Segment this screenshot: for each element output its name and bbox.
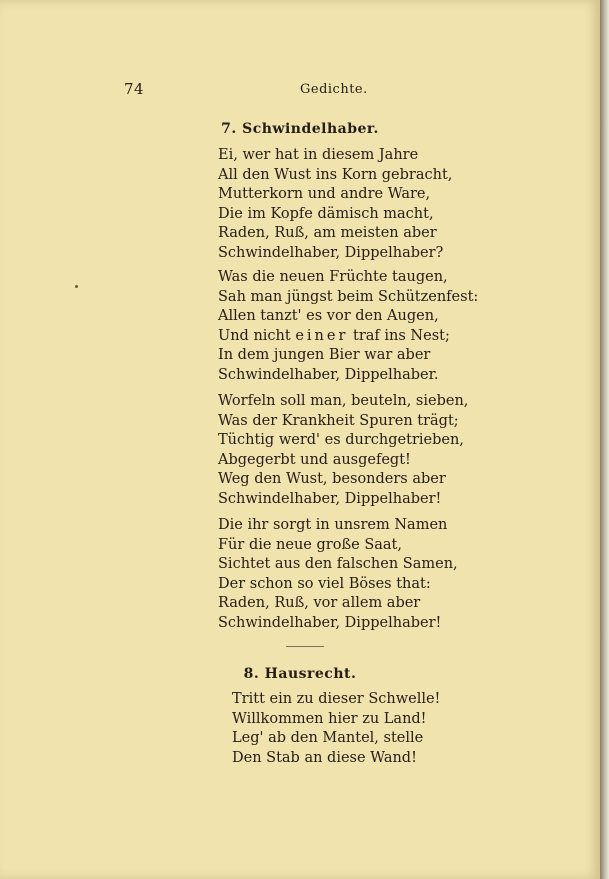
poem-title: 7. Schwindelhaber. [221, 121, 379, 137]
verse-line: In dem jungen Bier war aber [218, 347, 431, 363]
verse-line: Sah man jüngst beim Schützenfest: [218, 288, 479, 305]
verse-line: Schwindelhaber, Dippelhaber. [218, 366, 439, 383]
verse-line: Willkommen hier zu Land! [232, 710, 427, 727]
stanza [218, 146, 452, 263]
verse-line: Für die neue große Saat, [218, 536, 402, 553]
poem-title: 8. Hausrecht. [243, 666, 357, 682]
verse-line: Was die neuen Früchte taugen, [218, 269, 448, 285]
verse-line: Die im Kopfe dämisch macht, [218, 205, 434, 222]
verse-line: Worfeln soll man, beuteln, sieben, [218, 393, 469, 409]
verse-line: All den Wust ins Korn gebracht, [218, 166, 453, 183]
verse-line: Raden, Ruß, vor allem aber [218, 595, 421, 611]
verse-line: Leg' ab den Mantel, stelle [232, 730, 424, 746]
verse-line: Schwindelhaber, Dippelhaber! [218, 490, 442, 507]
verse-line: Tritt ein zu dieser Schwelle! [232, 691, 441, 707]
page-edge [600, 0, 609, 879]
verse-line: Weg den Wust, besonders aber [218, 471, 446, 487]
page-number: 74 [124, 80, 145, 98]
verse-line: Was der Krankheit Spuren trägt; [218, 412, 459, 429]
verse-line: Schwindelhaber, Dippelhaber! [218, 614, 442, 631]
verse-line: Der schon so viel Böses that: [218, 575, 431, 592]
stanza [218, 392, 468, 509]
verse-line: Raden, Ruß, am meisten aber [218, 225, 437, 241]
verse-line: Und nicht einer traf ins Nest; [218, 327, 450, 344]
section-divider [286, 646, 324, 647]
verse-line: Den Stab an diese Wand! [232, 749, 417, 766]
verse-line: Ei, wer hat in diesem Jahre [218, 147, 419, 163]
verse-line: Abgegerbt und ausgefegt! [218, 451, 411, 468]
running-head: Gedichte. [300, 82, 368, 97]
verse-line: Tüchtig werd' es durchgetrieben, [218, 432, 464, 448]
paper-spot [75, 285, 78, 288]
stanza [218, 516, 458, 633]
verse-line: Schwindelhaber, Dippelhaber? [218, 244, 444, 261]
stanza [218, 268, 478, 385]
verse-line: Mutterkorn und andre Ware, [218, 186, 431, 202]
verse-line: Sichtet aus den falschen Samen, [218, 556, 458, 572]
verse-line: Allen tanzt' es vor den Augen, [218, 308, 439, 324]
verse-line: Die ihr sorgt in unsrem Namen [218, 517, 448, 533]
stanza [232, 690, 440, 768]
